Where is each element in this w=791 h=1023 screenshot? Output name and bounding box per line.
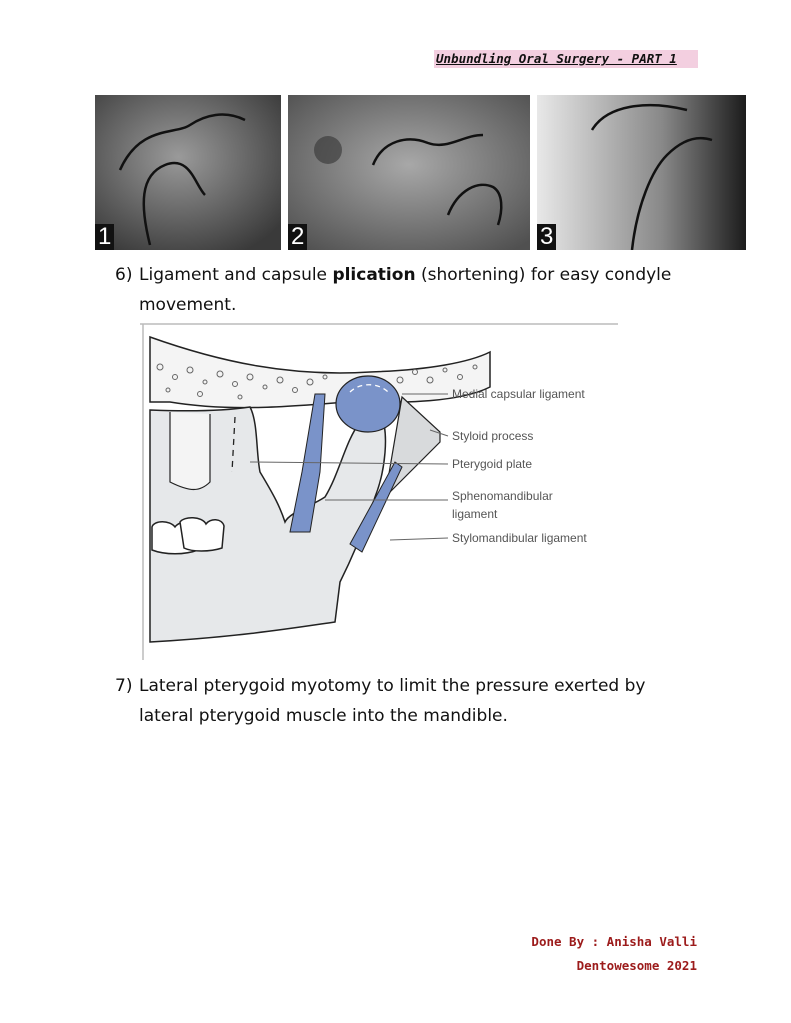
label-sphenomandibular-ligament: ligament bbox=[452, 507, 498, 521]
list-number: 6) bbox=[115, 265, 133, 285]
xray-panel-3 bbox=[537, 95, 746, 250]
list-text: Ligament and capsule plication (shortening) for easy condyle movement. bbox=[139, 265, 672, 315]
footer-author: Done By : Anisha Valli bbox=[531, 934, 697, 949]
list-number: 7) bbox=[115, 676, 133, 696]
tmj-ligament-diagram bbox=[140, 322, 620, 662]
xray-panel-1 bbox=[95, 95, 281, 250]
xray-image-strip bbox=[95, 95, 746, 250]
page-header: Unbundling Oral Surgery - PART 1 bbox=[434, 50, 698, 68]
label-styloid-process: Styloid process bbox=[452, 429, 534, 443]
label-stylomandibular-ligament: Stylomandibular ligament bbox=[452, 531, 587, 545]
label-medial-capsular-ligament: Medial capsular ligament bbox=[452, 387, 585, 401]
xray-panel-2 bbox=[288, 95, 530, 250]
xray-panel-number: 1 bbox=[95, 224, 114, 250]
label-pterygoid-plate: Pterygoid plate bbox=[452, 457, 533, 471]
xray-panel-number: 2 bbox=[288, 224, 307, 250]
list-text: Lateral pterygoid myotomy to limit the pressure exerted by lateral pterygoid muscle into the mandible. bbox=[139, 676, 646, 726]
list-item-6 bbox=[115, 260, 705, 320]
footer-brand: Dentowesome 2021 bbox=[576, 958, 697, 973]
label-sphenomandibular: Sphenomandibular bbox=[452, 489, 553, 503]
list-item-7 bbox=[115, 671, 705, 731]
xray-panel-number: 3 bbox=[537, 224, 556, 250]
bold-term: plication bbox=[332, 265, 416, 285]
